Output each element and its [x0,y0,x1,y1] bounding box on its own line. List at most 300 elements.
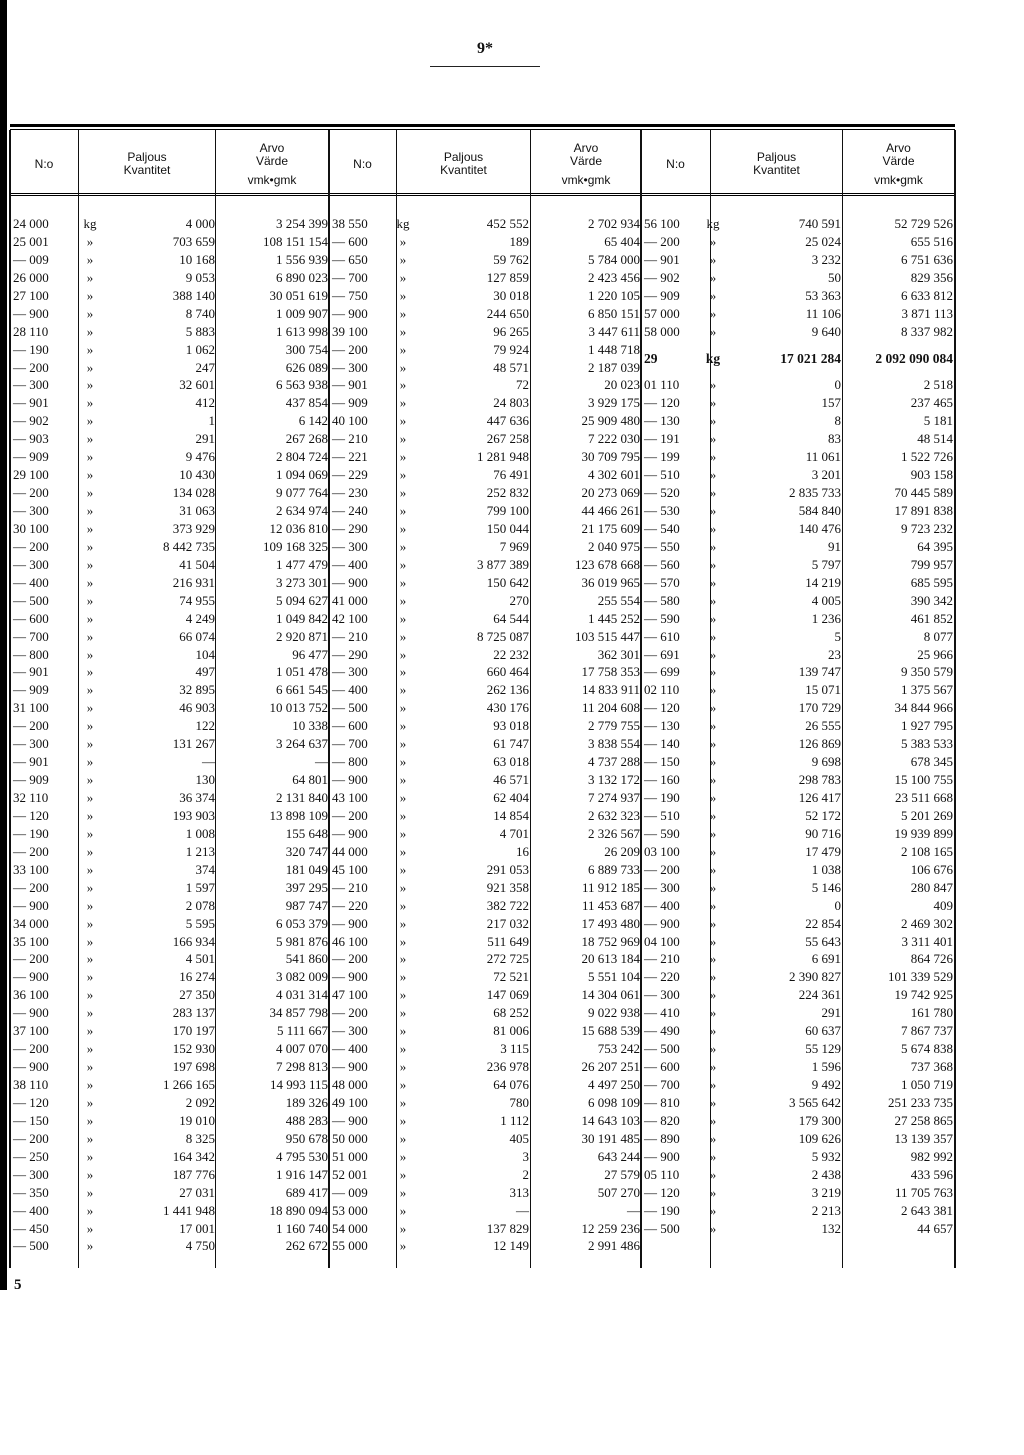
value: 106 676 [910,861,953,877]
item-number: — 700 [13,628,49,644]
item-number: — 900 [332,1112,368,1128]
page-number: 9* [477,40,493,57]
unit: » [709,610,717,626]
header-qty-sv: Kvantitet [753,163,800,177]
value: 7 222 030 [588,431,640,447]
header-val-unit: vmk•gmk [247,172,297,187]
unit: » [86,718,94,734]
item-number: — 200 [13,951,49,967]
header-qty-fi: Paljous [127,150,167,164]
quantity: 1 112 [500,1112,529,1128]
item-number: — 009 [13,251,49,267]
item-number: — 901 [13,395,49,411]
value: 903 158 [910,467,953,483]
value: 320 747 [285,843,328,859]
value: 108 151 154 [263,233,328,249]
item-number: 47 100 [332,987,368,1003]
item-number: — 120 [13,807,49,823]
quantity: 703 659 [172,233,215,249]
item-number: — 530 [644,503,680,519]
value: 6 751 636 [901,251,953,267]
header-bottom-rule-2 [10,195,955,196]
value: 3 264 637 [276,736,328,752]
quantity: 109 626 [798,1130,841,1146]
table-top-rule [10,124,955,127]
quantity: 2 092 [185,1094,215,1110]
item-number: — 200 [13,843,49,859]
quantity: 32 895 [179,682,215,698]
value: 181 049 [285,861,328,877]
unit: » [709,628,717,644]
item-number: 46 100 [332,933,368,949]
unit: » [86,431,94,447]
quantity: 5 797 [811,556,841,572]
unit: » [86,503,94,518]
quantity: 27 350 [179,987,215,1003]
unit: » [86,1059,94,1075]
unit: » [86,556,94,572]
item-number: — 200 [13,718,49,734]
unit: » [86,233,94,249]
value: 397 295 [285,879,328,895]
unit: » [709,449,717,465]
quantity: 22 232 [493,646,529,662]
header-value [531,135,641,193]
quantity: 16 274 [179,969,215,985]
value: 829 356 [910,269,953,285]
unit: » [399,861,407,877]
quantity: 283 137 [172,1005,215,1021]
unit: » [709,843,717,859]
value: 2 920 871 [276,628,328,644]
unit: » [399,467,407,483]
unit: » [709,287,717,303]
value: 4 737 288 [588,754,640,770]
item-number: — 700 [644,1077,680,1093]
quantity: 72 [516,377,529,393]
value: 14 643 103 [581,1112,640,1128]
quantity: 5 932 [811,1148,841,1164]
quantity: 3 877 389 [477,556,529,572]
quantity: 193 903 [172,807,215,823]
quantity: 30 018 [493,287,529,303]
item-number: — 900 [332,305,368,321]
value: 643 244 [597,1148,640,1164]
value: 689 417 [285,1184,328,1200]
unit: » [86,1041,94,1057]
item-number: — 900 [332,574,368,590]
item-number: — 900 [332,825,368,841]
quantity: 166 934 [172,933,215,949]
value: 678 345 [910,754,953,770]
unit: » [399,879,407,895]
item-number: — 909 [332,395,368,411]
item-number: 51 000 [332,1148,368,1164]
unit: » [86,646,94,662]
quantity: 3 232 [811,251,841,267]
quantity: 17 001 [179,1220,215,1236]
quantity: 24 803 [493,395,529,411]
quantity: 19 010 [179,1112,215,1128]
item-number: — 300 [332,538,368,554]
unit: » [709,413,717,429]
unit: » [86,807,94,823]
item-number: — 200 [644,861,680,877]
value: 626 089 [285,359,328,375]
quantity: 23 [828,646,841,662]
header-qty-fi: Paljous [756,150,797,164]
item-number: 38 550 [332,216,368,231]
value: 3 447 611 [588,323,640,339]
item-number: — 500 [644,1041,680,1057]
value: 10 013 752 [269,700,328,716]
quantity: 61 747 [493,736,529,752]
quantity: 374 [195,861,215,877]
item-number: — 903 [13,431,49,447]
unit: » [399,1184,407,1200]
unit: » [86,1112,94,1128]
unit: » [86,377,94,393]
item-number: 45 100 [332,861,368,877]
unit: » [86,1184,94,1200]
quantity: 921 358 [486,879,529,895]
unit: » [709,1184,717,1200]
item-number: 02 110 [644,682,680,698]
item-number: — 190 [13,825,49,841]
quantity: 36 374 [179,790,215,805]
item-number: — 901 [332,377,368,393]
unit: » [86,287,94,303]
unit: » [399,503,407,518]
value: 9 723 232 [901,520,953,536]
value: 3 273 301 [276,574,328,590]
quantity: 16 [516,843,529,859]
value: 64 395 [917,538,953,554]
item-number: — 300 [332,359,368,375]
unit: » [399,359,407,375]
quantity: 59 762 [493,251,529,267]
value: 27 258 865 [894,1112,953,1128]
unit: » [399,1202,407,1218]
quantity: 430 176 [486,700,529,716]
value: — [627,1202,640,1218]
item-number: — 400 [332,682,368,698]
item-number: — 610 [644,628,680,644]
unit: » [709,879,717,895]
quantity: 9 492 [811,1077,841,1093]
quantity: 2 [522,1166,529,1182]
unit: » [709,503,717,519]
value: 25 966 [917,646,953,662]
unit: » [709,1112,717,1128]
unit: » [86,843,94,859]
item-number: — 900 [332,772,368,788]
item-number: — 200 [332,1005,368,1021]
value: 3 254 399 [276,216,328,231]
quantity: 313 [509,1184,529,1200]
item-number: — 400 [13,1202,49,1218]
header-value [216,135,328,193]
quantity: 139 747 [798,664,841,680]
unit: » [709,1220,717,1236]
quantity: 447 636 [486,413,529,429]
value: 3 838 554 [588,736,640,752]
quantity: 660 464 [486,664,529,680]
value: 44 466 261 [581,503,640,518]
unit: » [399,520,407,536]
header-val-sv: Värde [569,153,603,168]
unit: » [709,807,717,823]
unit: » [399,592,407,608]
quantity: 3 219 [811,1184,841,1200]
header-no-text: N:o [353,156,372,171]
unit: » [399,395,407,411]
quantity: 9 698 [811,754,841,770]
value: 5 784 000 [588,251,640,267]
item-number: — 901 [644,251,680,267]
value: 11 204 608 [581,700,640,716]
unit: » [709,395,717,411]
quantity: 22 854 [805,915,841,931]
unit: » [399,951,407,967]
value: 461 852 [910,610,953,626]
item-number: — 490 [644,1023,680,1039]
unit: » [86,1148,94,1164]
quantity: 291 [821,1005,841,1021]
value: 737 368 [910,1059,953,1075]
item-number: — 570 [644,574,680,590]
item-number: — 200 [13,1041,49,1057]
item-number: 49 100 [332,1094,368,1110]
quantity: 8 740 [185,305,215,321]
value: 30 191 485 [581,1130,640,1146]
unit: » [709,467,717,483]
quantity: 1 441 948 [163,1202,215,1218]
item-number: — 191 [644,431,680,447]
unit: » [709,1077,717,1093]
value: 6 098 109 [588,1094,640,1110]
item-number: 04 100 [644,933,680,949]
unit: » [86,413,94,429]
value: 11 705 763 [894,1184,953,1200]
unit: » [709,825,717,841]
value: 6 661 545 [276,682,328,698]
value: 799 957 [910,556,953,572]
unit: » [709,431,717,447]
unit: kg [396,216,410,231]
item-number: — 901 [13,754,49,770]
item-number: — 120 [644,1184,680,1200]
unit: » [86,1166,94,1182]
quantity: 291 053 [486,861,529,877]
quantity: 150 642 [486,574,529,590]
unit: » [86,951,94,967]
value: 2 131 840 [276,790,328,805]
item-number: 31 100 [13,700,49,716]
quantity: 66 074 [179,628,215,644]
unit: » [86,449,94,465]
unit: » [709,574,717,590]
quantity: 131 267 [172,736,215,752]
unit: » [399,1041,407,1057]
value: 982 992 [910,1148,953,1164]
item-number: 32 110 [13,790,49,805]
value: 2 187 039 [588,359,640,375]
item-number: — 200 [13,359,49,375]
item-number: — 500 [332,700,368,716]
quantity: 4 249 [185,610,215,626]
value: 1 916 147 [276,1166,328,1182]
quantity: 55 643 [805,933,841,949]
quantity: 9 053 [185,269,215,285]
unit: » [709,1148,717,1164]
quantity: 25 024 [805,233,841,249]
item-number: — 909 [13,682,49,698]
unit: » [399,610,407,626]
quantity: 4 005 [811,592,841,608]
quantity: 68 252 [493,1005,529,1021]
item-number: — 120 [644,700,680,716]
value: 2 518 [923,377,953,393]
value: 5 111 667 [276,1023,328,1039]
unit: » [86,1094,94,1110]
quantity: 91 [828,538,841,554]
item-number: — 909 [13,449,49,465]
item-number: — 600 [332,718,368,734]
page-number-rule [430,66,540,67]
unit: » [709,377,717,393]
item-number: 55 000 [332,1238,368,1254]
quantity: 780 [509,1094,529,1110]
unit: » [399,736,407,752]
item-number: — 300 [13,503,49,518]
item-number: — 400 [13,574,49,590]
value: 70 445 589 [894,485,953,501]
item-number: 41 000 [332,592,368,608]
value: 950 678 [285,1130,328,1146]
item-number: — 130 [644,718,680,734]
unit: » [399,449,407,465]
item-number: — 210 [332,431,368,447]
unit: » [709,915,717,931]
quantity: 2 835 733 [789,485,841,501]
unit: » [399,915,407,931]
unit: » [399,682,407,698]
quantity: 15 071 [805,682,841,698]
quantity: 236 978 [486,1059,529,1075]
item-number: — 400 [332,556,368,572]
value: 48 514 [917,431,953,447]
unit: » [709,718,717,734]
quantity: 52 172 [805,807,841,823]
item-number: — 500 [644,1220,680,1236]
value: 6 890 023 [276,269,328,285]
quantity: 262 136 [486,682,529,698]
unit: » [86,538,94,554]
header-val-unit: vmk•gmk [874,172,923,187]
item-number: — 510 [644,807,680,823]
value: 30 709 795 [581,449,640,465]
item-number: 01 110 [644,377,680,393]
header-val-sv: Värde [882,153,915,168]
quantity: 76 491 [493,467,529,483]
unit: » [399,718,407,734]
unit: » [709,861,717,877]
quantity: 5 146 [811,879,841,895]
item-number: — 810 [644,1094,680,1110]
item-number: 29 [644,350,658,366]
value: 23 511 668 [894,790,953,806]
header-quantity [711,135,842,193]
unit: » [86,305,94,321]
unit: » [709,1005,717,1021]
item-number: — 750 [332,287,368,303]
quantity: 4 701 [499,825,529,841]
value: 6 633 812 [901,287,953,303]
value: 1 375 567 [901,682,953,698]
quantity: 217 032 [486,915,529,931]
unit: » [399,987,407,1003]
unit: » [399,646,407,662]
unit: » [86,520,94,536]
quantity: 14 219 [805,574,841,590]
item-number: — 890 [644,1130,680,1146]
quantity: 93 018 [493,718,529,734]
value: 2 643 381 [901,1202,953,1218]
unit: » [86,341,94,357]
item-number: — 400 [644,897,680,913]
quantity: 8 325 [185,1130,215,1146]
item-number: — 600 [644,1059,680,1075]
item-number: 35 100 [13,933,49,949]
item-number: — 240 [332,503,368,518]
item-number: 58 000 [644,323,680,339]
quantity: 4 000 [185,216,215,231]
unit: kg [705,350,721,366]
header-val-sv: Värde [255,153,289,168]
footer-mark: 5 [14,1277,22,1293]
unit: » [399,305,407,321]
header-qty-sv: Kvantitet [440,163,487,177]
quantity: 27 031 [179,1184,215,1200]
quantity: 60 637 [805,1023,841,1039]
unit: » [86,1077,94,1092]
quantity: 189 [509,233,529,249]
value: 1 009 907 [276,305,328,321]
item-number: 53 000 [332,1202,368,1218]
value: 1 049 842 [276,610,328,626]
quantity: 8 442 735 [163,538,215,554]
value: 2 804 724 [276,449,328,465]
quantity: 122 [195,718,215,734]
value: 1 927 795 [901,718,953,734]
value: 8 337 982 [901,323,953,339]
unit: » [86,879,94,895]
unit: » [399,269,407,285]
item-number: — 902 [13,413,49,429]
item-number: — 120 [13,1094,49,1110]
item-number: — 520 [644,485,680,501]
unit: » [399,1166,407,1182]
quantity: 157 [821,395,841,411]
unit: » [86,915,94,931]
value: 2 702 934 [588,216,640,231]
quantity: 17 021 284 [780,350,841,366]
unit: » [399,556,407,572]
unit: » [709,646,717,662]
unit: » [709,485,717,501]
quantity: 373 929 [172,520,215,536]
